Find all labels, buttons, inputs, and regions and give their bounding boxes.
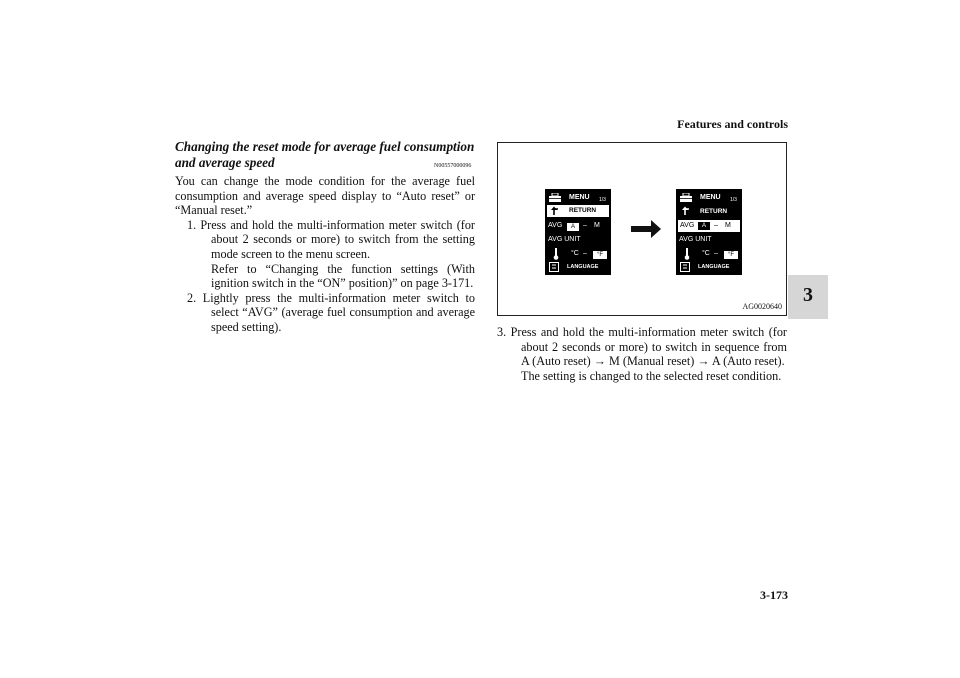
intro-paragraph: You can change the mode condition for the average fuel consumption and average speed display to “Auto reset” or “Manual reset.” (175, 174, 475, 218)
avg-row (545, 220, 611, 236)
page-indicator: 1/3 (730, 197, 737, 203)
avg-label: AVG (548, 222, 563, 229)
section-code: N00557000096 (434, 163, 472, 169)
right-arrow-icon (631, 220, 661, 238)
chapter-tab-number: 3 (803, 284, 813, 306)
option-separator: – (583, 250, 587, 257)
running-header: Features and controls (677, 117, 788, 131)
section-heading-line-1: Changing the reset mode for average fuel consumption (175, 139, 475, 154)
step-1: 1. Press and hold the multi-information meter switch (for about 2 seconds or more) to switch from the setting mode screen to the menu screen. (187, 217, 475, 261)
manual-option: M (725, 222, 731, 229)
thermometer-icon (684, 248, 690, 260)
step-3: 3. Press and hold the multi-information meter switch (for about 2 seconds or more) to switch in sequence from A (Auto reset) → M (Manual reset) → A (Auto reset). (497, 325, 787, 369)
return-arrow-icon (681, 206, 691, 216)
return-label: RETURN (700, 208, 728, 215)
right-column (497, 325, 787, 383)
manual-option: M (594, 222, 600, 229)
toolbox-icon (549, 193, 561, 202)
fahrenheit-option-selected: °F (724, 251, 738, 259)
thermometer-icon (553, 248, 559, 260)
menu-label: MENU (700, 194, 721, 201)
celsius-option: °C (702, 250, 710, 257)
option-separator: – (714, 222, 718, 229)
language-label: LANGUAGE (698, 264, 730, 270)
avg-label: AVG (680, 222, 695, 229)
language-row (545, 261, 611, 277)
display-screen-before (545, 189, 611, 275)
return-row (676, 205, 742, 221)
option-separator: – (583, 222, 587, 229)
step-1-note: Refer to “Changing the function settings (With ignition switch in the “ON” position)” on page 3-171. (211, 261, 475, 291)
section-heading (175, 139, 475, 171)
display-screen-after (676, 189, 742, 275)
page-number: 3-173 (760, 588, 788, 602)
avg-row-highlighted (678, 220, 740, 232)
illustration-figure (497, 142, 787, 316)
auto-option-selected: A (698, 222, 710, 230)
left-column (175, 174, 475, 335)
section-heading-line-2: and average speed (175, 155, 275, 170)
language-row (676, 261, 742, 277)
language-icon (549, 262, 559, 272)
menu-label: MENU (569, 194, 590, 201)
step-2: 2. Lightly press the multi-information meter switch to select “AVG” (average fuel consumption and average speed setting). (187, 290, 475, 334)
auto-option-selected: A (567, 223, 579, 231)
avg-unit-label: AVG UNIT (548, 236, 581, 243)
language-label: LANGUAGE (567, 264, 599, 270)
celsius-option: °C (571, 250, 579, 257)
return-label: RETURN (569, 207, 597, 214)
step-3-note: The setting is changed to the selected reset condition. (521, 368, 782, 383)
fahrenheit-option-selected: °F (593, 251, 607, 259)
return-arrow-icon (550, 206, 560, 216)
return-row (547, 205, 609, 217)
figure-code: AG0020640 (742, 302, 782, 311)
page-indicator: 1/3 (599, 197, 606, 203)
language-icon (680, 262, 690, 272)
avg-unit-label: AVG UNIT (679, 236, 712, 243)
toolbox-icon (680, 193, 692, 202)
option-separator: – (714, 250, 718, 257)
